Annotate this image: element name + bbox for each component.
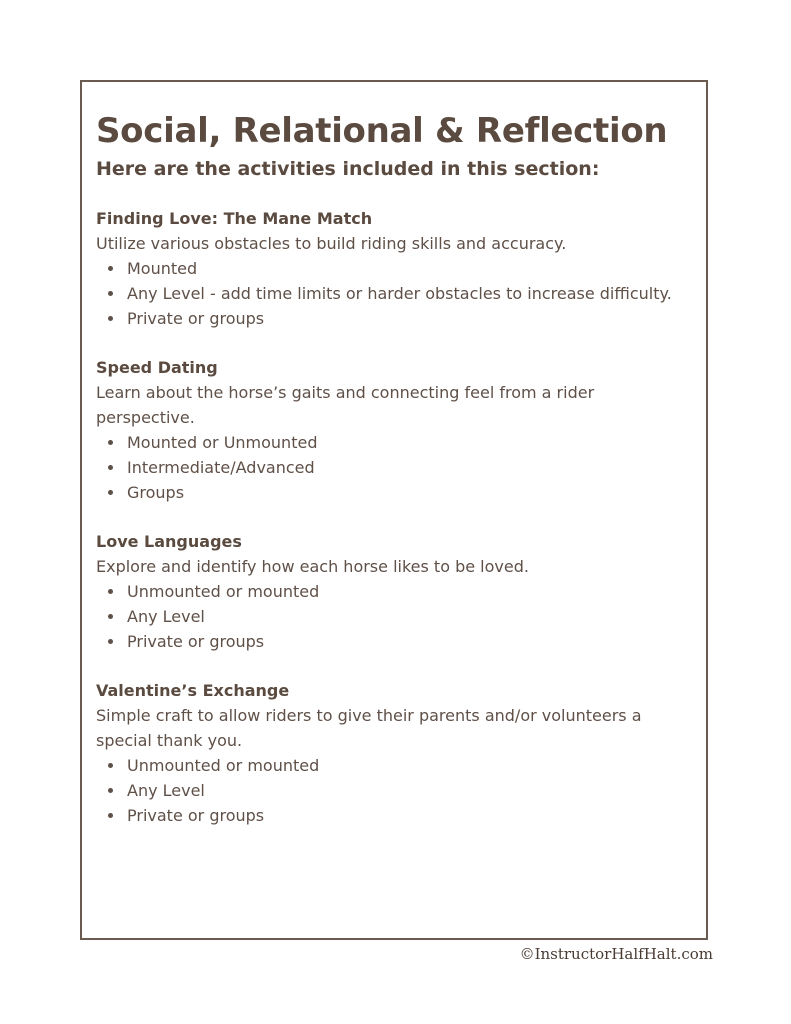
activity-section	[96, 206, 696, 331]
activity-bullet-list	[96, 256, 696, 331]
list-item: Any Level - add time limits or harder obstacles to increase difficulty.	[127, 281, 696, 306]
activity-bullet-list	[96, 579, 696, 654]
activity-description: Learn about the horse’s gaits and connecting feel from a rider perspective.	[96, 383, 595, 427]
activity-section	[96, 529, 696, 654]
activity-title: Finding Love: The Mane Match	[96, 209, 373, 228]
list-item: Mounted or Unmounted	[127, 430, 696, 455]
activity-section	[96, 355, 696, 505]
list-item: Intermediate/Advanced	[127, 455, 696, 480]
list-item: Unmounted or mounted	[127, 579, 696, 604]
activity-bullet-list	[96, 753, 696, 828]
activity-title: Love Languages	[96, 532, 242, 551]
list-item: Any Level	[127, 604, 696, 629]
list-item: Unmounted or mounted	[127, 753, 696, 778]
activity-description: Explore and identify how each horse likes to be loved.	[96, 557, 529, 576]
page-subtitle: Here are the activities included in this section:	[96, 158, 600, 180]
document-content	[96, 108, 696, 828]
activity-section	[96, 678, 696, 828]
activity-title: Speed Dating	[96, 358, 218, 377]
list-item: Groups	[127, 480, 696, 505]
list-item: Private or groups	[127, 306, 696, 331]
activity-description: Utilize various obstacles to build riding skills and accuracy.	[96, 234, 567, 253]
activity-bullet-list	[96, 430, 696, 505]
page-title: Social, Relational & Reflection	[96, 111, 668, 151]
list-item: Private or groups	[127, 629, 696, 654]
copyright-footer: ©InstructorHalfHalt.com	[519, 945, 713, 963]
list-item: Mounted	[127, 256, 696, 281]
activity-description: Simple craft to allow riders to give their parents and/or volunteers a special thank you.	[96, 706, 642, 750]
activity-title: Valentine’s Exchange	[96, 681, 290, 700]
list-item: Private or groups	[127, 803, 696, 828]
list-item: Any Level	[127, 778, 696, 803]
